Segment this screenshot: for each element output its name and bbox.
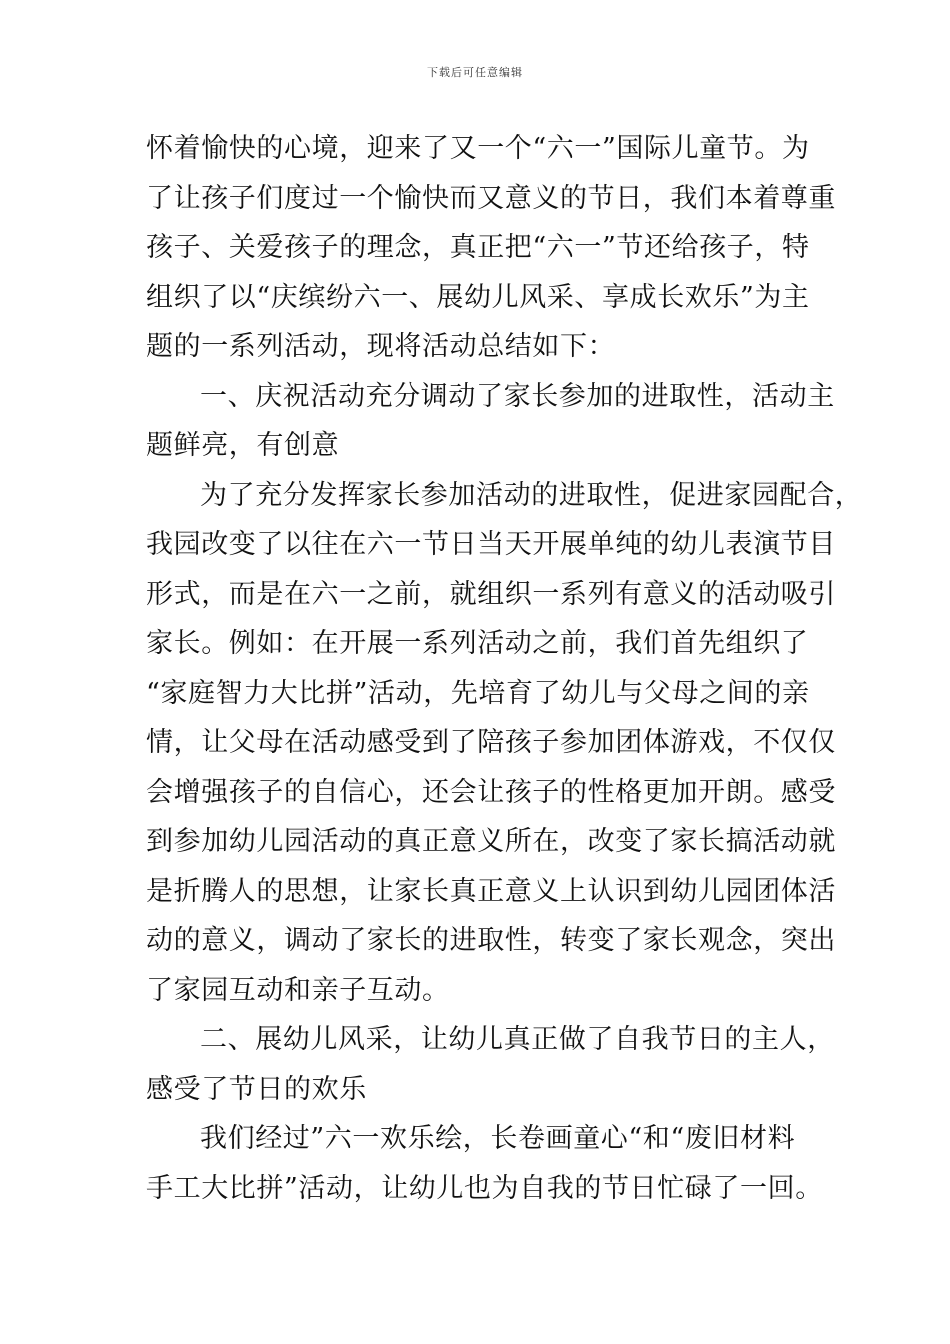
text-line: 一、庆祝活动充分调动了家长参加的进取性，活动主 <box>200 380 835 412</box>
text-line: 是折腾人的思想，让家长真正意义上认识到幼儿园团体活 <box>146 875 836 907</box>
text-line: 怀着愉快的心境，迎来了又一个“六一”国际儿童节。为 <box>146 133 810 164</box>
text-line: 了家园互动和亲子互动。 <box>146 974 450 1006</box>
text-line: 二、展幼儿风采，让幼儿真正做了自我节日的主人， <box>200 1024 835 1055</box>
text-line: 手工大比拼”活动，让幼儿也为自我的节日忙碌了一回。 <box>146 1172 823 1204</box>
text-line: 题的一系列活动，现将活动总结如下： <box>146 331 616 362</box>
text-line: 会增强孩子的自信心，还会让孩子的性格更加开朗。感受 <box>146 776 836 808</box>
text-line: 组织了以“庆缤纷六一、展幼儿风采、享成长欢乐”为主 <box>146 281 810 313</box>
text-line: 了让孩子们度过一个愉快而又意义的节日，我们本着尊重 <box>146 182 836 214</box>
text-line: 到参加幼儿园活动的真正意义所在，改变了家长搞活动就 <box>146 826 836 857</box>
page-header-note: 下载后可任意编辑 <box>427 66 523 79</box>
text-line: 题鲜亮，有创意 <box>146 430 340 461</box>
text-line: 形式，而是在六一之前，就组织一系列有意义的活动吸引 <box>146 578 836 610</box>
text-line: 为了充分发挥家长参加活动的进取性，促进家园配合， <box>200 479 863 511</box>
text-line: 情，让父母在活动感受到了陪孩子参加团体游戏，不仅仅 <box>146 727 836 758</box>
text-line: 孩子、关爱孩子的理念，真正把“六一”节还给孩子，特 <box>146 232 810 263</box>
text-line: 动的意义，调动了家长的进取性，转变了家长观念，突出 <box>146 925 836 956</box>
text-line: 家长。例如：在开展一系列活动之前，我们首先组织了 <box>146 628 809 659</box>
text-line: 感受了节日的欢乐 <box>146 1073 367 1105</box>
text-line: 我园改变了以往在六一节日当天开展单纯的幼儿表演节目 <box>146 529 836 560</box>
text-line: 我们经过”六一欢乐绘，长卷画童心“和“废旧材料 <box>200 1123 796 1154</box>
document-body <box>146 124 863 1213</box>
text-line: “家庭智力大比拼”活动，先培育了幼儿与父母之间的亲 <box>146 677 810 709</box>
